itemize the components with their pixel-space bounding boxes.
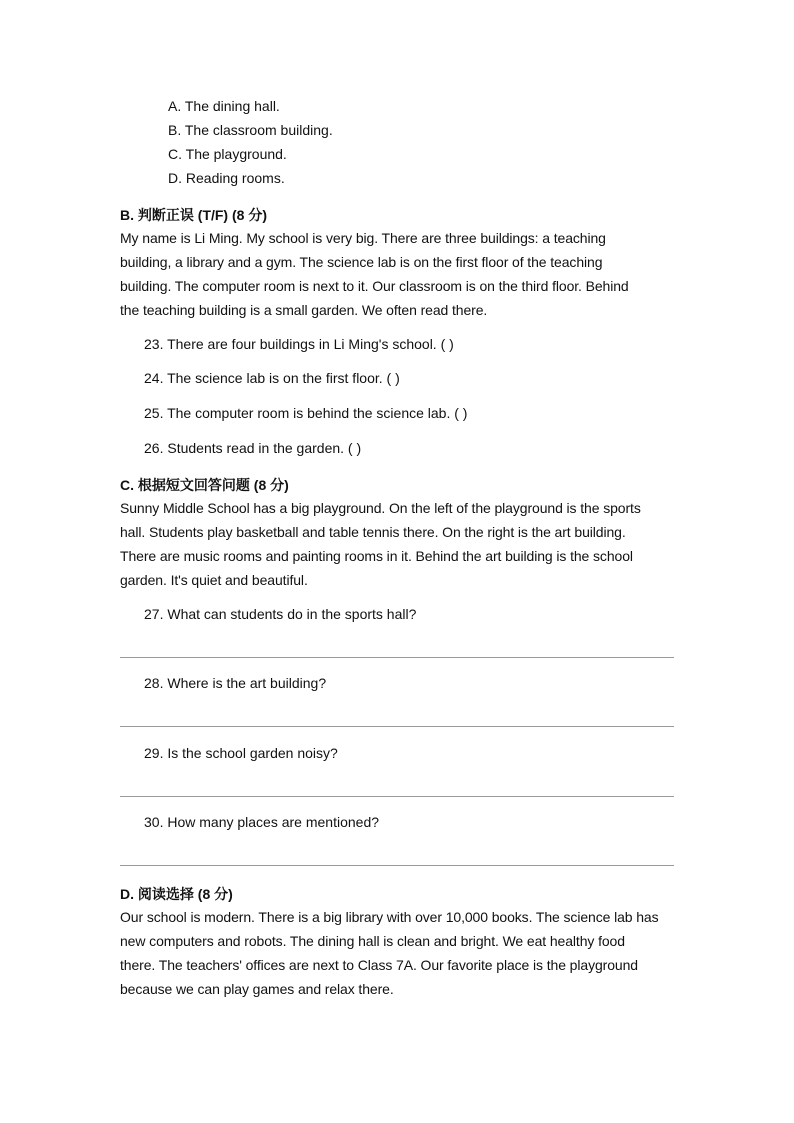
passage-line: new computers and robots. The dining hall is clean and bright. We eat healthy food <box>120 933 625 949</box>
section-b-passage <box>120 226 680 322</box>
passage-line: because we can play games and relax there. <box>120 981 394 997</box>
question-24: 24. The science lab is on the first floor. ( ) <box>144 370 400 386</box>
section-c-passage <box>120 496 680 592</box>
passage-line: My name is Li Ming. My school is very big. There are three buildings: a teaching <box>120 230 606 246</box>
question-28: 28. Where is the art building? <box>144 675 327 691</box>
passage-line: there. The teachers' offices are next to Class 7A. Our favorite place is the playground <box>120 957 638 973</box>
question-26: 26. Students read in the garden. ( ) <box>144 440 362 456</box>
answer-line-30[interactable] <box>120 865 674 866</box>
answer-line-28[interactable] <box>120 726 674 727</box>
question-29: 29. Is the school garden noisy? <box>144 745 338 761</box>
answer-line-29[interactable] <box>120 796 674 797</box>
option-a: A. The dining hall. <box>168 98 280 114</box>
section-d-passage <box>120 905 680 1001</box>
passage-line: Sunny Middle School has a big playground. On the left of the playground is the sports <box>120 500 641 516</box>
question-30: 30. How many places are mentioned? <box>144 814 380 830</box>
passage-line: building, a library and a gym. The science lab is on the first floor of the teaching <box>120 254 603 270</box>
option-c: C. The playground. <box>168 146 287 162</box>
option-d: D. Reading rooms. <box>168 170 285 186</box>
section-c-heading: C. 根据短文回答问题 (8 分) <box>120 477 289 493</box>
section-d-heading: D. 阅读选择 (8 分) <box>120 886 233 902</box>
passage-line: hall. Students play basketball and table tennis there. On the right is the art building. <box>120 524 626 540</box>
question-23: 23. There are four buildings in Li Ming's school. ( ) <box>144 336 454 352</box>
passage-line: Our school is modern. There is a big library with over 10,000 books. The science lab has <box>120 909 659 925</box>
answer-line-27[interactable] <box>120 657 674 658</box>
question-27: 27. What can students do in the sports hall? <box>144 606 417 622</box>
section-b-heading: B. 判断正误 (T/F) (8 分) <box>120 207 267 223</box>
passage-line: building. The computer room is next to it. Our classroom is on the third floor. Behind <box>120 278 629 294</box>
question-25: 25. The computer room is behind the science lab. ( ) <box>144 405 468 421</box>
passage-line: garden. It's quiet and beautiful. <box>120 572 308 588</box>
passage-line: the teaching building is a small garden. We often read there. <box>120 302 488 318</box>
passage-line: There are music rooms and painting rooms in it. Behind the art building is the school <box>120 548 633 564</box>
option-b: B. The classroom building. <box>168 122 333 138</box>
